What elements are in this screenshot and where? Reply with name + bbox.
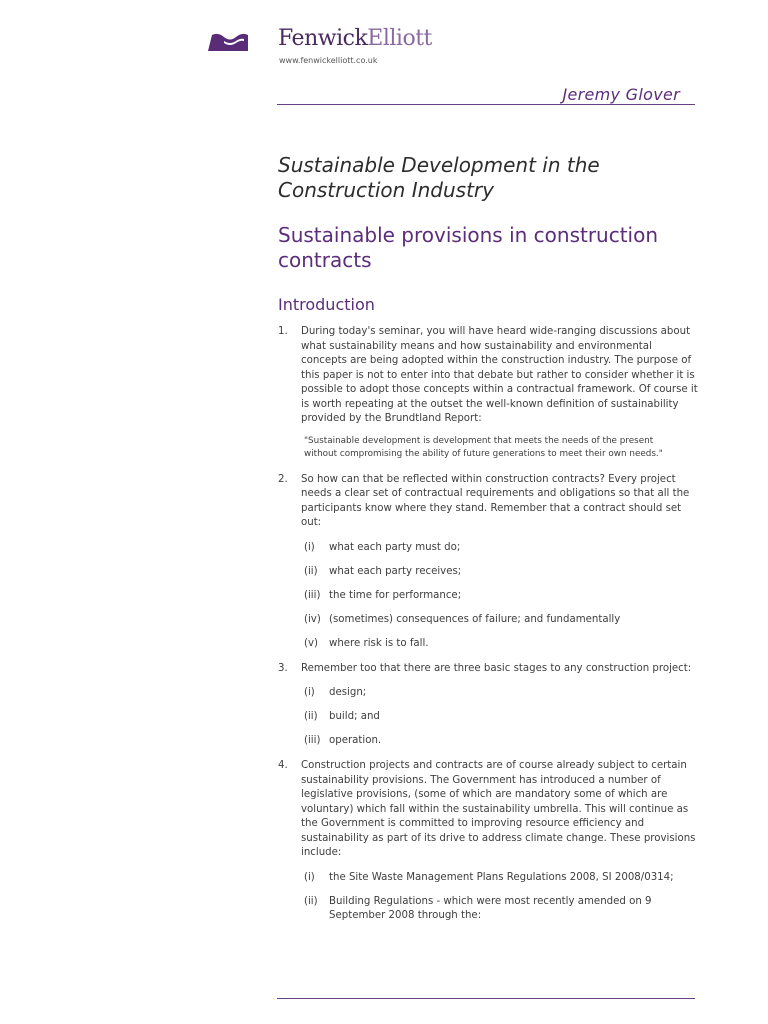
list-item-number: (ii)	[304, 895, 318, 907]
list-item	[301, 613, 698, 627]
list-item-number: (i)	[304, 871, 315, 883]
list-item	[301, 871, 698, 885]
list-item-text: (sometimes) consequences of failure; and fundamentally	[329, 613, 621, 625]
list-item	[301, 686, 698, 700]
list-item	[301, 637, 698, 651]
paragraph-number: 3.	[278, 662, 288, 674]
list-item-text: where risk is to fall.	[329, 637, 429, 649]
brand-name	[278, 26, 432, 51]
author-name: Jeremy Glover	[562, 85, 680, 104]
document-subtitle-line2: contracts	[278, 248, 372, 272]
paragraph-number: 4.	[278, 760, 288, 771]
contract-contents-list	[301, 541, 698, 651]
paragraph-3	[278, 662, 698, 749]
footer-divider	[277, 998, 695, 999]
paragraph-number: 1.	[278, 326, 288, 337]
document-body	[278, 153, 698, 933]
paragraph-2	[278, 473, 698, 651]
list-item-number: (iii)	[304, 589, 321, 601]
paragraph-text: During today's seminar, you will have heard wide-ranging discussions about what sustainability means and how sustainability and environmental concepts are being adopted within the construction industry. The purpose of this paper is not to enter into that debate but rather to consider whether it is possible to adopt those concepts within a contractual framework. Of course it is worth repeating at the outset the well-known definition of sustainability provided by the Brundtland Report:	[301, 326, 698, 424]
list-item	[301, 895, 698, 923]
list-item	[301, 541, 698, 555]
list-item-number: (v)	[304, 637, 318, 649]
list-item-number: (ii)	[304, 565, 318, 577]
list-item-number: (ii)	[304, 711, 318, 722]
list-item	[301, 589, 698, 603]
brand-name-part1: Fenwick	[278, 26, 368, 51]
list-item-number: (iii)	[304, 735, 321, 746]
paragraph-1	[278, 325, 698, 427]
document-title	[278, 153, 698, 203]
section-heading-introduction: Introduction	[278, 295, 375, 314]
legislative-provisions-list	[301, 871, 698, 923]
list-item-number: (i)	[304, 541, 315, 553]
list-item	[301, 710, 698, 724]
document-subtitle	[278, 223, 698, 273]
paragraph-text: Remember too that there are three basic stages to any construction project:	[301, 662, 692, 674]
paragraph-text: Construction projects and contracts are of course already subject to certain sustainability provisions. The Government has introduced a number of legislative provisions, (some of which are mandatory some of which are voluntary) which fall within the sustainability umbrella. This will continue as the Government is committed to improving resource efficiency and sustainability as part of its drive to address climate change. These provisions include:	[301, 760, 696, 858]
list-item-text: Building Regulations - which were most recently amended on 9 September 2008 through the:	[329, 895, 652, 921]
list-item-number: (i)	[304, 687, 315, 698]
list-item-text: build; and	[329, 711, 380, 722]
list-item-text: the time for performance;	[329, 589, 462, 601]
document-title-line2: Construction Industry	[278, 178, 494, 202]
brand-name-part2: Elliott	[367, 26, 432, 51]
document-title-line1: Sustainable Development in the	[278, 153, 600, 177]
paragraph-number: 2.	[278, 473, 288, 485]
project-stages-list	[301, 686, 698, 748]
list-item-text: the Site Waste Management Plans Regulations 2008, SI 2008/0314;	[329, 871, 674, 883]
list-item-text: what each party must do;	[329, 541, 461, 553]
document-subtitle-line1: Sustainable provisions in construction	[278, 223, 659, 247]
paragraph-4	[278, 759, 698, 923]
paragraph-text: So how can that be reflected within construction contracts? Every project needs a clear set of contractual requirements and obligations so that all the participants know where they stand. Remember that a contract should set out:	[301, 473, 690, 528]
list-item-number: (iv)	[304, 613, 321, 625]
list-item	[301, 565, 698, 579]
fenwick-elliott-logo-icon	[208, 31, 248, 51]
list-item-text: what each party receives;	[329, 565, 462, 577]
list-item-text: operation.	[329, 735, 382, 746]
list-item	[301, 734, 698, 748]
list-item-text: design;	[329, 687, 367, 698]
brundtland-quote: "Sustainable development is development that meets the needs of the present without compromising the ability of future generations to meet their own needs."	[304, 435, 663, 459]
brand-url: www.fenwickelliott.co.uk	[279, 56, 378, 65]
header-divider	[277, 104, 695, 105]
